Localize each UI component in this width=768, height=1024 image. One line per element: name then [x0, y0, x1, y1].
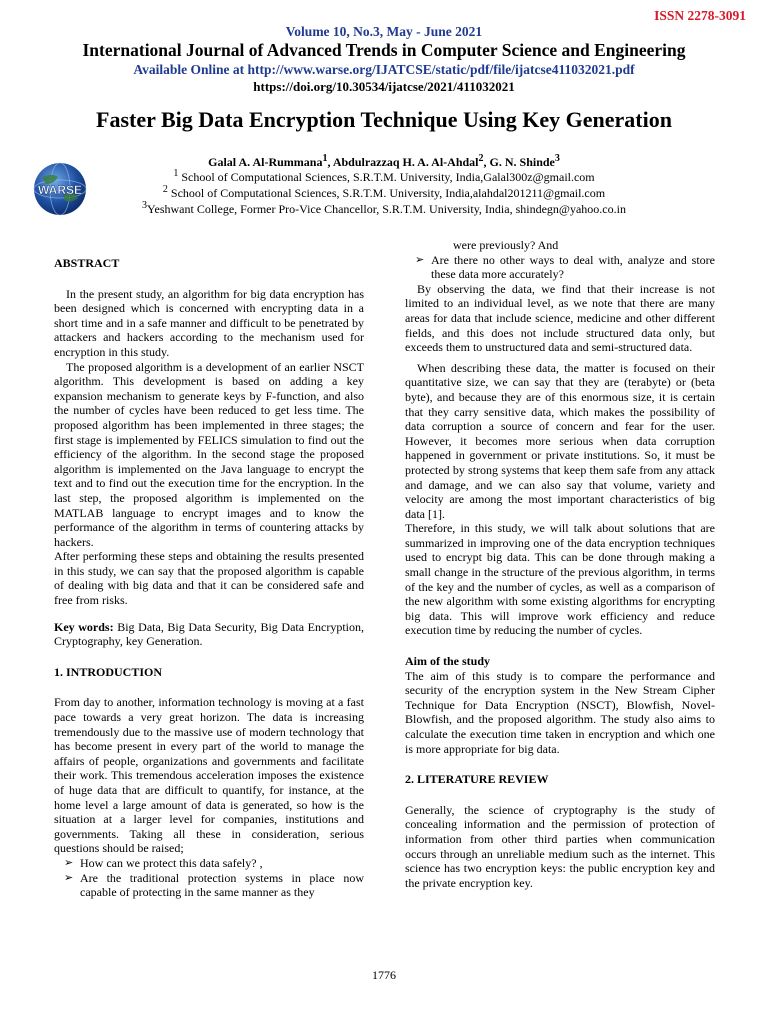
aim-paragraph: The aim of this study is to compare the performance and security of the encryption system in the New Stream Cipher Technique for Data Encryption (NSCT), Blowfish, Novel-Blowfish, and the proposed algorithm. The study also aims to calculate the execution time taken in encryption and which one is more appropriate for big data.	[405, 668, 715, 756]
arrow-bullet-icon: ➢	[64, 856, 74, 869]
abstract-heading: ABSTRACT	[54, 256, 120, 270]
keywords-label: Key words:	[54, 619, 114, 634]
intro-paragraph: When describing these data, the matter is focused on their quantitative size, we can say that they are (terabyte) or (beta byte), and because they are of this enormous size, it is certain that they carry sensitive data, which makes the possibility of data corruption a source of concern and fear for the user. However, it becomes more serious when data corruption happened in government or private institutions. So, it must be protected by strong systems that keep them safe from any attack and damage, and we can also say that volume, variety and velocity are among the most important characteristics of big data [1].	[405, 360, 715, 521]
affiliation-1	[0, 168, 768, 185]
author-separator: ,	[327, 155, 333, 169]
abstract-paragraph: In the present study, an algorithm for big data encryption has been designed which is concerned with encrypting data in a short time and in a safe manner and difficult to be penetrated by attackers and hackers according to the mechanism used for encryption in this study.	[54, 286, 364, 359]
intro-paragraph: By observing the data, we find that their increase is not limited to an individual level, as we note that there are many areas for data that include science, medicine and other different fields, and this does not include structured data only, but exceeds them to unstructured data and semi-structured data.	[405, 281, 715, 355]
aim-heading: Aim of the study	[405, 654, 491, 669]
availability-link[interactable]: Available Online at http://www.warse.org/IJATCSE/static/pdf/file/ijatcse411032021.pdf	[133, 62, 635, 77]
paper-title: Faster Big Data Encryption Technique Using Key Generation	[96, 107, 672, 132]
literature-paragraph: Generally, the science of cryptography is the study of concealing information and the permission of protection of information from other third parties when communication occurs through an unreliable medium such as the internet. This science has two encryption keys: the public encryption key and the private encryption key.	[405, 802, 715, 890]
keywords-text: Big Data, Big Data Security, Big Data Encryption, Cryptography, key Generation.	[54, 619, 364, 649]
keywords	[54, 620, 364, 649]
page-number: 1776	[372, 968, 396, 982]
list-item-continuation: were previously? And	[453, 238, 559, 252]
right-column	[405, 238, 715, 890]
list-item	[54, 856, 364, 871]
intro-paragraph: Therefore, in this study, we will talk about solutions that are summarized in improving one of the data encryption techniques used to encrypt big data. This can be done through making a small change in the structure of the previous algorithm, in terms of the key and the number of cycles, as well as a comparison of the new algorithm with some existing algorithms for encrypting big data. This will improve work efficiency and reduce execution time by reducing the number of cycles.	[405, 521, 715, 638]
intro-paragraph: From day to another, information technology is moving at a fast pace towards a very great horizon. The data is increasing tremendously due to the massive use of modern technology that has become present in every part of the world to manage the affairs of people, organizations and governments and facilitate their work. This tremendous acceleration imposes the existence of huge data that are difficult to quantify, for instance, at the home level a large amount of data is generated, so how is the situation at a larger level for companies, institutions and governments. Taking all these in consideration, serious questions should be raised;	[54, 695, 364, 856]
list-item	[54, 871, 364, 900]
affiliation-2	[0, 184, 768, 201]
affiliation-sup: 3	[142, 200, 148, 211]
author-name: G. N. Shinde	[489, 155, 555, 169]
affiliation-sup: 2	[162, 184, 168, 195]
journal-title: International Journal of Advanced Trends in Computer Science and Engineering	[82, 40, 686, 60]
author-name: Galal A. Al-Rummana	[208, 155, 323, 169]
abstract-paragraph: The proposed algorithm is a development of an earlier NSCT algorithm. This development is based on adding a key expansion mechanism to generate keys by F-function, and also the number of cycles have been reduced to get less time. The proposed algorithm has been implemented in three stages; the first stage is implemented by FELICS simulation to find out the efficiency of the algorithm. In the second stage the proposed algorithm is implemented on the Java language to encrypt the text and to find out the execution time for the encryption. In the last step, the proposed algorithm is implemented on the MATLAB language to encrypt images and to know the performance of the algorithm in terms of countering attacks by hackers.	[54, 359, 364, 549]
affiliation-sup: 1	[173, 168, 179, 179]
volume-line: Volume 10, No.3, May - June 2021	[285, 24, 483, 39]
list-item-text: Are there no other ways to deal with, analyze and store these data more accurately?	[431, 252, 715, 282]
arrow-bullet-icon: ➢	[415, 253, 425, 266]
abstract-paragraph: After performing these steps and obtaining the results presented in this study, we can say that the proposed algorithm is capable of dealing with big data and that it can be considered safe and free from risks.	[54, 549, 364, 608]
affiliation-text: School of Computational Sciences, S.R.T.M. University, India,alahdal201211@gmail.com	[167, 186, 606, 200]
author-separator: ,	[483, 155, 490, 169]
affiliation-text: Yeshwant College, Former Pro-Vice Chancellor, S.R.T.M. University, India, shindegn@yahoo.co.in	[147, 202, 626, 216]
affiliation-text: School of Computational Sciences, S.R.T.M. University, India,Galal300z@gmail.com	[178, 170, 595, 184]
affiliation-3	[0, 200, 768, 217]
list-item-text: How can we protect this data safely? ,	[80, 855, 263, 870]
list-item-text: Are the traditional protection systems in place now capable of protecting in the same manner as they	[80, 870, 364, 900]
list-item	[405, 253, 715, 282]
introduction-heading: 1. INTRODUCTION	[54, 664, 163, 679]
arrow-bullet-icon: ➢	[64, 871, 74, 884]
author-sup: 2	[478, 153, 484, 164]
doi-link[interactable]: https://doi.org/10.30534/ijatcse/2021/411032021	[253, 79, 515, 94]
author-sup: 1	[322, 153, 328, 164]
author-name: Abdulrazzaq H. A. Al-Ahdal	[332, 155, 479, 169]
issn-label: ISSN 2278-3091	[654, 8, 746, 23]
literature-heading: 2. LITERATURE REVIEW	[405, 772, 549, 787]
author-sup: 3	[554, 153, 560, 164]
left-column	[54, 238, 364, 900]
logo-text: WARSE	[37, 183, 83, 197]
